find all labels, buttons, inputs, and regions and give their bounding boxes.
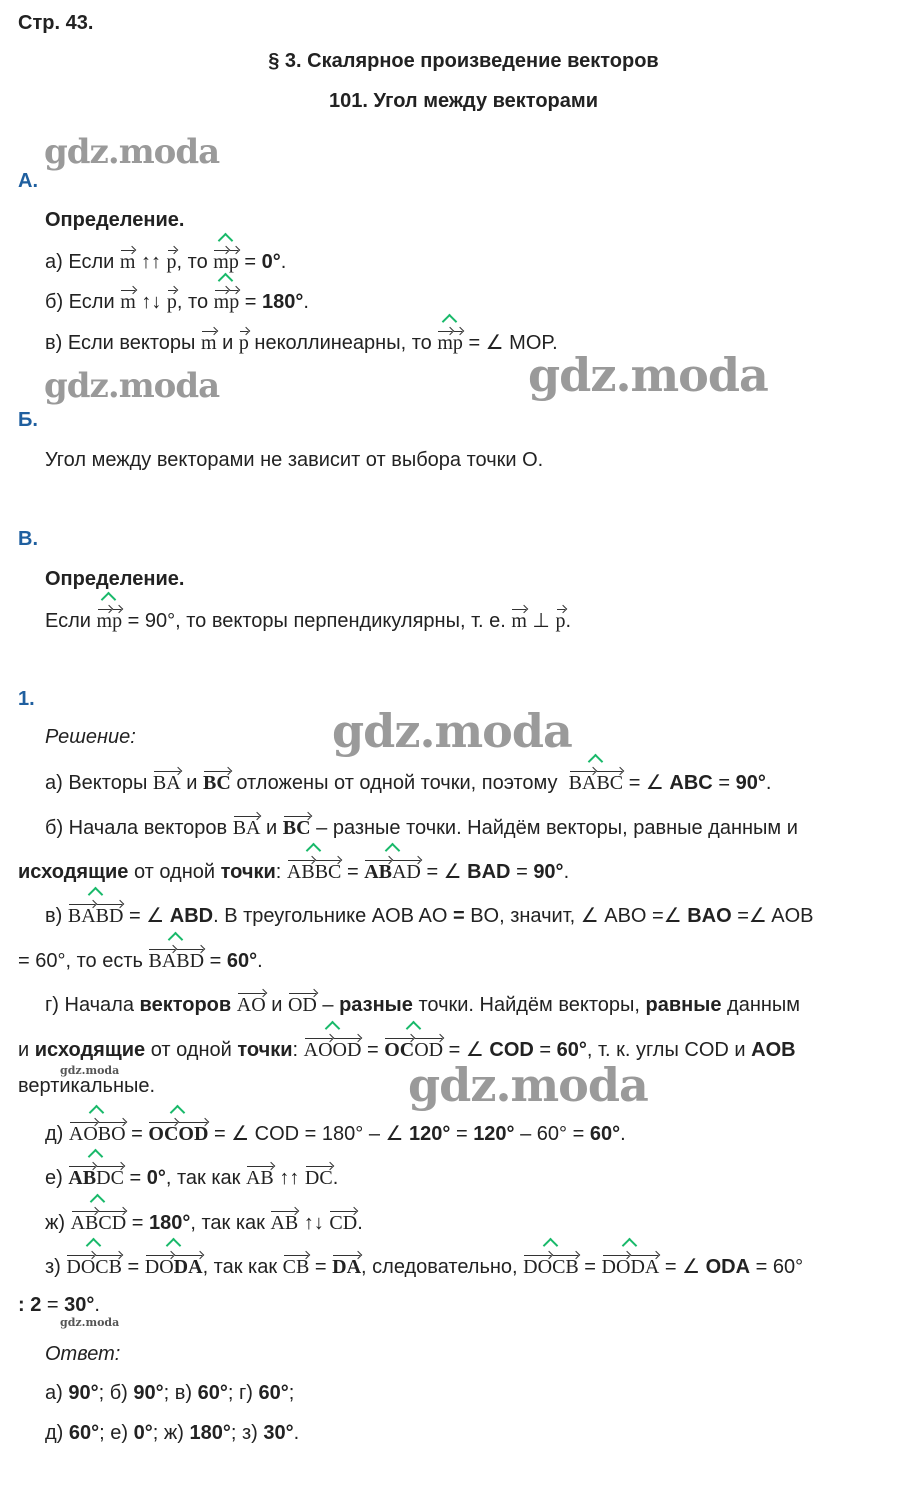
solution-line-f: е) ABDC = 0°, так как AB ↑↑ DC. — [45, 1163, 338, 1191]
section-label-a: А. — [18, 170, 38, 192]
solution-line-e: д) AOBO = OCOD = ∠ COD = 180° – ∠ 120° = 120° – 60° = 60°. — [45, 1119, 626, 1147]
definition-heading: Определение. — [45, 209, 185, 231]
chapter-title: § 3. Скалярное произведение векторов — [268, 50, 659, 72]
watermark: gdz.moda — [44, 132, 220, 172]
watermark: gdz.moda — [408, 1058, 648, 1112]
answer-line-1: а) 90°; б) 90°; в) 60°; г) 60°; — [45, 1382, 295, 1404]
definition-heading: Определение. — [45, 568, 185, 590]
text-line-a2: б) Если m ↑↓ p, то mp = 180°. — [45, 287, 309, 315]
solution-line-b1: б) Начала векторов BA и BC – разные точки. Найдём векторы, равные данным и — [45, 813, 798, 841]
text-line-a1: а) Если m ↑↑ p, то mp = 0°. — [45, 247, 286, 275]
solution-line-d1: г) Начала векторов AO и OD – разные точки. Найдём векторы, равные данным — [45, 990, 800, 1018]
solution-heading: Решение: — [45, 726, 136, 748]
text-line-v: Если mp = 90°, то векторы перпендикулярны, т. е. m ⊥ p. — [45, 606, 571, 634]
watermark: gdz.moda — [44, 366, 220, 406]
answer-heading: Ответ: — [45, 1343, 121, 1365]
text-line-a3: в) Если векторы m и p неколлинеарны, то mp = ∠ MOP. — [45, 328, 558, 356]
page-number: Стр. 43. — [18, 12, 94, 34]
topic-title: 101. Угол между векторами — [328, 90, 598, 112]
watermark: gdz.moda — [60, 1316, 120, 1329]
solution-line-g: ж) ABCD = 180°, так как AB ↑↓ CD. — [45, 1208, 363, 1236]
answer-line-2: д) 60°; е) 0°; ж) 180°; з) 30°. — [45, 1422, 300, 1444]
solution-line-b2: исходящие от одной точки: ABBC = ABAD = ∠ BAD = 90°. — [18, 857, 569, 885]
watermark: gdz.moda — [528, 348, 768, 402]
section-label-b: Б. — [18, 409, 38, 431]
section-label-v: В. — [18, 528, 38, 550]
solution-line-c1: в) BABD = ∠ ABD. В треугольнике AOB AO = BO, значит, ∠ ABO =∠ BAO =∠ AOB — [45, 901, 814, 929]
watermark: gdz.moda — [60, 1064, 120, 1077]
solution-line-d3: вертикальные. — [18, 1075, 156, 1097]
text-line-b: Угол между векторами не зависит от выбора точки O. — [45, 449, 544, 471]
solution-line-h2: : 2 = 30°. — [18, 1294, 100, 1316]
solution-line-a: а) Векторы BA и BC отложены от одной точки, поэтому BABC = ∠ ABC = 90°. — [45, 768, 771, 796]
solution-line-h1: з) DOCB = DODA, так как CB = DA, следовательно, DOCB = DODA = ∠ ODA = 60° — [45, 1252, 803, 1280]
watermark: gdz.moda — [332, 704, 572, 758]
solution-line-c2: = 60°, то есть BABD = 60°. — [18, 946, 263, 974]
task-label: 1. — [18, 688, 35, 710]
solution-line-d2: и исходящие от одной точки: AOOD = OCOD = ∠ COD = 60°, т. к. углы COD и AOB — [18, 1035, 796, 1063]
